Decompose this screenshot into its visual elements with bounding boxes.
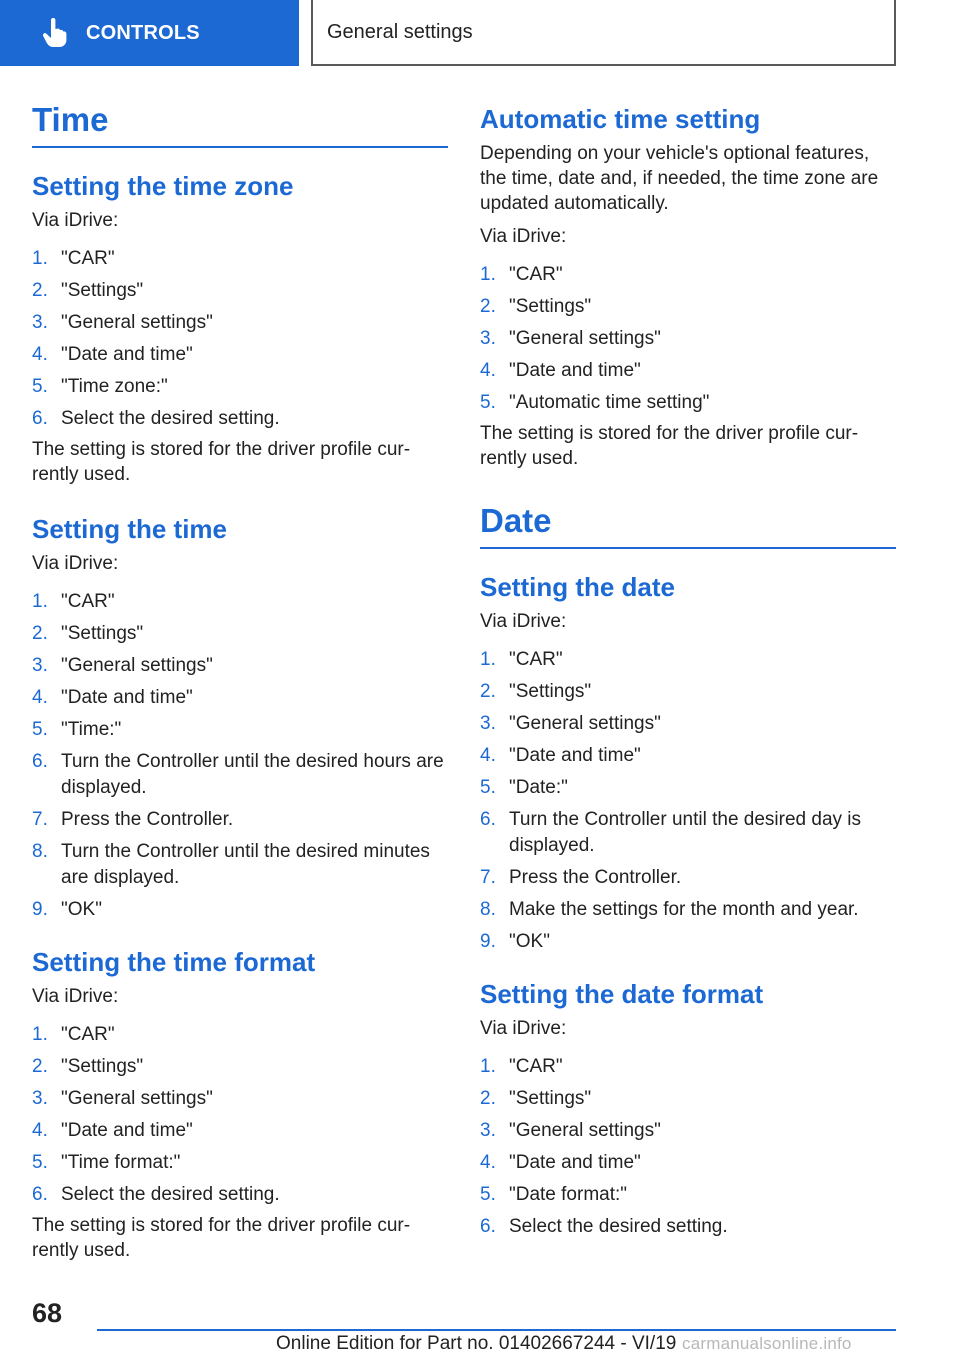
list-item: 8. Make the settings for the month and year. xyxy=(480,899,859,920)
heading-time: Time xyxy=(32,100,448,148)
list-item: 1. "CAR" xyxy=(480,264,563,285)
list-item: 1. "CAR" xyxy=(32,1024,115,1045)
note-text: The setting is stored for the driver profile cur‐rently used. xyxy=(32,1215,411,1261)
heading-automatic-time: Automatic time setting xyxy=(480,104,761,134)
description-text: Depending on your vehicle's optional features, the time, date and, if needed, the time zone are updated automatically. xyxy=(480,143,879,214)
steps-setting-date xyxy=(480,647,896,955)
watermark: carmanualsonline.info xyxy=(682,1334,852,1353)
list-item: 5. "Date format:" xyxy=(480,1184,628,1205)
list-item: 4. "Date and time" xyxy=(32,687,193,708)
page-number: 68 xyxy=(32,1298,63,1328)
steps-time-format xyxy=(32,1022,448,1208)
right-column xyxy=(480,100,896,1246)
list-item: 6. Select the desired setting. xyxy=(480,1216,728,1237)
list-item: 3. "General settings" xyxy=(480,1120,661,1141)
list-item: 1. "CAR" xyxy=(32,591,115,612)
intro-text: Via iDrive: xyxy=(480,611,567,632)
list-item: 4. "Date and time" xyxy=(480,360,641,381)
list-item: 5. "Time format:" xyxy=(32,1152,181,1173)
intro-text: Via iDrive: xyxy=(480,226,567,247)
list-item: 4. "Date and time" xyxy=(32,1120,193,1141)
heading-setting-date: Setting the date xyxy=(480,572,676,602)
list-item: 6. Select the desired setting. xyxy=(32,1184,280,1205)
heading-setting-time: Setting the time xyxy=(32,514,228,544)
list-item: 7. Press the Controller. xyxy=(480,867,682,888)
list-item: 4. "Date and time" xyxy=(480,745,641,766)
list-item: 6. Select the desired setting. xyxy=(32,408,280,429)
list-item: 2. "Settings" xyxy=(32,280,144,301)
list-item: 7. Press the Controller. xyxy=(32,809,234,830)
intro-text: Via iDrive: xyxy=(32,210,119,231)
heading-date-format: Setting the date format xyxy=(480,979,764,1009)
list-item: 1. "CAR" xyxy=(32,248,115,269)
intro-text: Via iDrive: xyxy=(32,553,119,574)
footer-divider xyxy=(97,1329,896,1331)
note-text: The setting is stored for the driver profile cur‐rently used. xyxy=(32,439,411,485)
list-item: 6. Turn the Controller until the desired hours are displayed. xyxy=(32,751,444,798)
hand-pointer-icon xyxy=(42,18,68,48)
list-item: 5. "Automatic time setting" xyxy=(480,392,710,413)
controls-tab xyxy=(0,0,299,66)
section-title: General settings xyxy=(327,20,473,43)
note-text: The setting is stored for the driver profile cur‐rently used. xyxy=(480,423,859,469)
list-item: 3. "General settings" xyxy=(32,1088,213,1109)
list-item: 6. Turn the Controller until the desired day is displayed. xyxy=(480,809,862,856)
list-item: 3. "General settings" xyxy=(480,328,661,349)
list-item: 5. "Date:" xyxy=(480,777,568,798)
list-item: 9. "OK" xyxy=(32,899,102,920)
heading-date: Date xyxy=(480,501,896,549)
list-item: 3. "General settings" xyxy=(32,312,213,333)
intro-text: Via iDrive: xyxy=(32,986,119,1007)
list-item: 3. "General settings" xyxy=(480,713,661,734)
list-item: 5. "Time zone:" xyxy=(32,376,168,397)
list-item: 4. "Date and time" xyxy=(32,344,193,365)
list-item: 2. "Settings" xyxy=(32,623,144,644)
list-item: 8. Turn the Controller until the desired minutes are displayed. xyxy=(32,841,430,888)
list-item: 4. "Date and time" xyxy=(480,1152,641,1173)
steps-setting-time xyxy=(32,589,448,923)
list-item: 5. "Time:" xyxy=(32,719,122,740)
list-item: 9. "OK" xyxy=(480,931,550,952)
list-item: 2. "Settings" xyxy=(480,296,592,317)
steps-date-format xyxy=(480,1054,896,1240)
section-header xyxy=(311,0,896,66)
list-item: 2. "Settings" xyxy=(480,1088,592,1109)
steps-time-zone xyxy=(32,246,448,432)
heading-time-format: Setting the time format xyxy=(32,947,316,977)
tab-label: CONTROLS xyxy=(86,21,200,44)
list-item: 1. "CAR" xyxy=(480,1056,563,1077)
heading-time-zone: Setting the time zone xyxy=(32,171,294,201)
list-item: 3. "General settings" xyxy=(32,655,213,676)
left-column xyxy=(32,100,448,1263)
edition-text: Online Edition for Part no. 01402667244 - VI/19 xyxy=(276,1333,677,1354)
steps-automatic-time xyxy=(480,262,896,416)
list-item: 2. "Settings" xyxy=(480,681,592,702)
list-item: 2. "Settings" xyxy=(32,1056,144,1077)
list-item: 1. "CAR" xyxy=(480,649,563,670)
intro-text: Via iDrive: xyxy=(480,1018,567,1039)
